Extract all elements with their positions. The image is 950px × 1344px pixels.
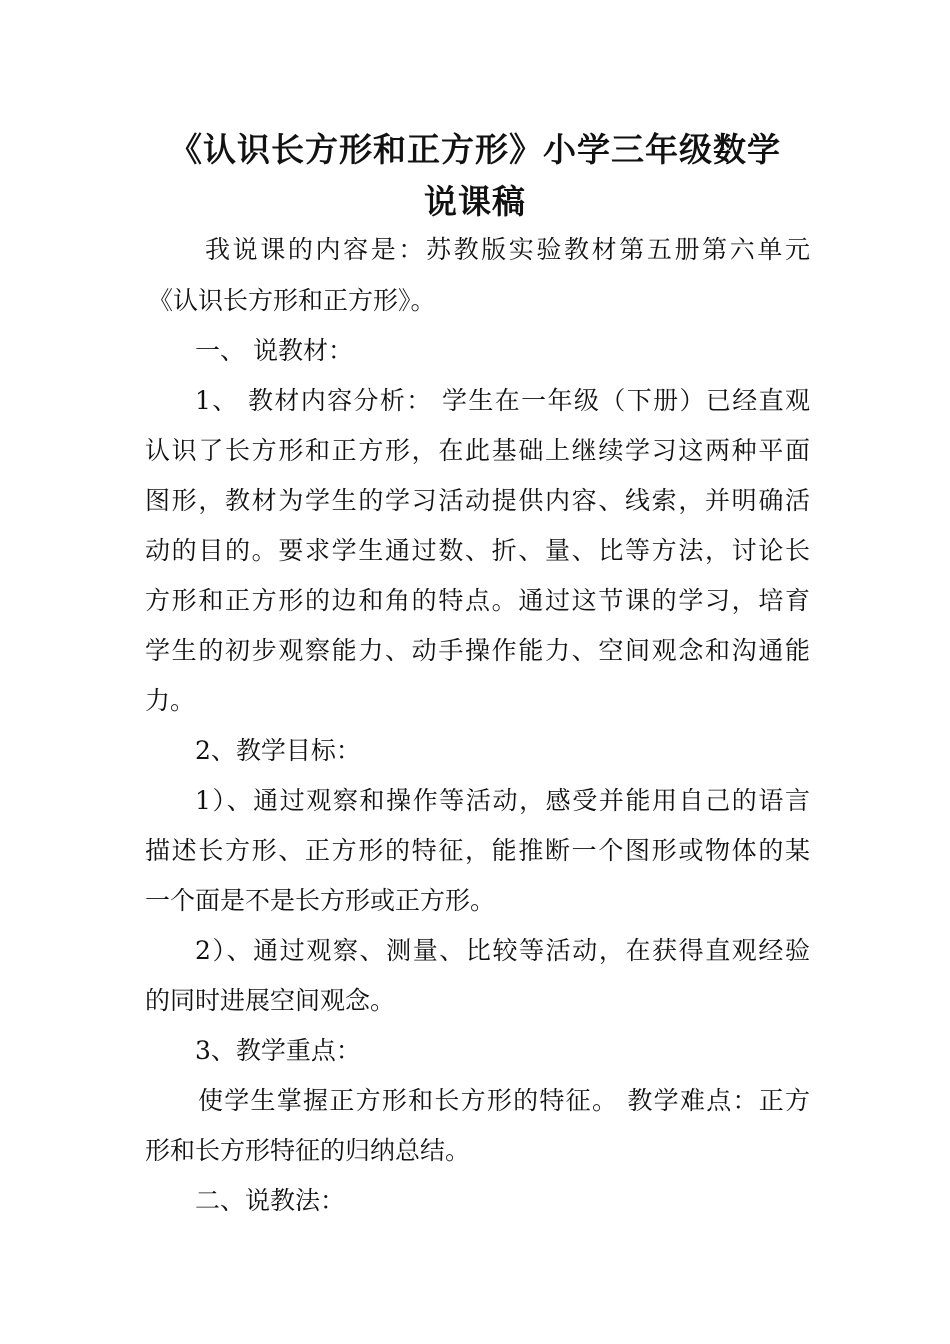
paragraph-line: 认识了长方形和正方形，在此基础上继续学习这两种平面 — [145, 436, 810, 465]
paragraph-line: 形和长方形特征的归纳总结。 — [145, 1136, 471, 1165]
paragraph-line: 图形，教材为学生的学习活动提供内容、线索，并明确活 — [145, 486, 810, 515]
section-heading: 2、教学目标： — [195, 736, 361, 765]
document-title-line-1: 《认识长方形和正方形》小学三年级数学 — [169, 130, 781, 169]
paragraph-line: 《认识长方形和正方形》。 — [148, 286, 436, 315]
paragraph-line: 描述长方形、正方形的特征，能推断一个图形或物体的某 — [145, 836, 810, 865]
section-heading: 3、教学重点： — [195, 1036, 361, 1065]
paragraph-line: 动的目的。要求学生通过数、折、量、比等方法，讨论长 — [145, 536, 810, 565]
paragraph-line: 方形和正方形的边和角的特点。通过这节课的学习，培育 — [145, 586, 810, 615]
section-heading: 一、 说教材： — [195, 336, 353, 365]
paragraph-line: 我说课的内容是：苏教版实验教材第五册第六单元 — [205, 235, 810, 264]
paragraph-line: 一个面是不是长方形或正方形。 — [145, 886, 496, 915]
document-title-line-2: 说课稿 — [424, 182, 526, 221]
paragraph-line: 1、 教材内容分析： 学生在一年级（下册）已经直观 — [195, 386, 810, 415]
paragraph-line: 力。 — [145, 686, 196, 715]
paragraph-line: 使学生掌握正方形和长方形的特征。 教学难点：正方 — [198, 1086, 810, 1115]
paragraph-line: 2）、通过观察、测量、比较等活动，在获得直观经验 — [195, 936, 810, 965]
paragraph-line: 的同时进展空间观念。 — [145, 986, 396, 1015]
section-heading: 二、说教法： — [195, 1186, 346, 1215]
paragraph-line: 1）、通过观察和操作等活动，感受并能用自己的语言 — [195, 786, 810, 815]
paragraph-line: 学生的初步观察能力、动手操作能力、空间观念和沟通能 — [145, 636, 810, 665]
